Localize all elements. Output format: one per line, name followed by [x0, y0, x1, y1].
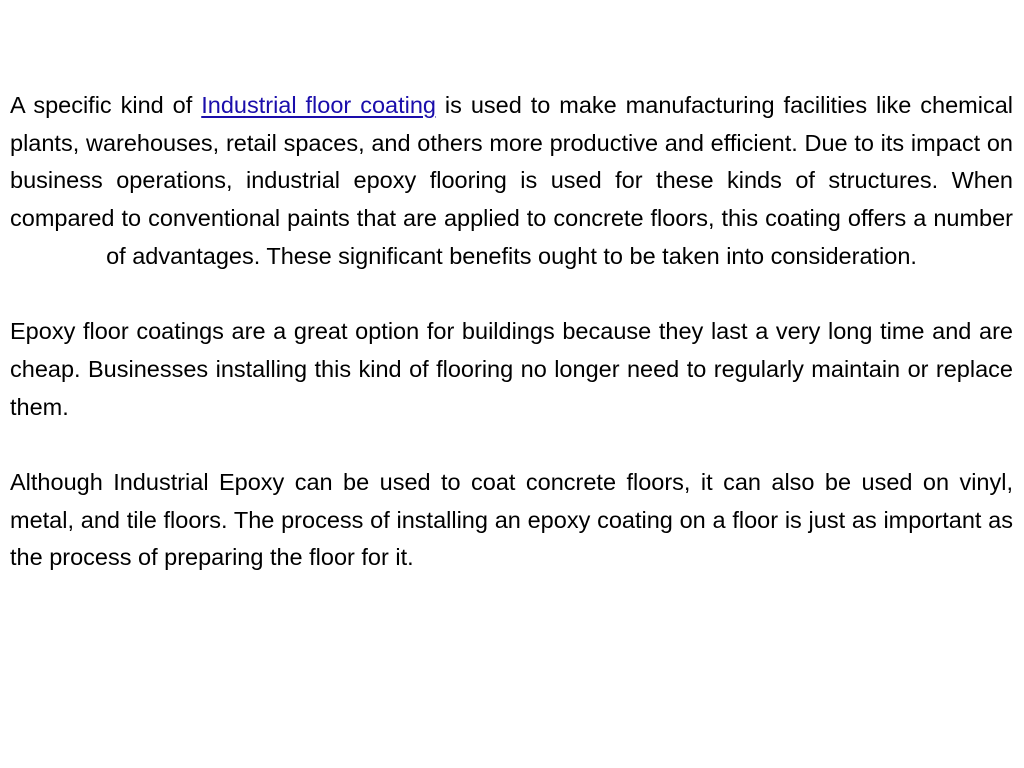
paragraph-surfaces: Although Industrial Epoxy can be used to coat concrete floors, it can also be used on vinyl, metal, and tile floors. The process of installing an epoxy coating on a floor is just as important as the process of preparing the floor for it. — [10, 469, 1013, 571]
paragraph-intro — [10, 87, 1013, 276]
paragraph-spacer — [10, 426, 1013, 464]
paragraph-epoxy-benefits: Epoxy floor coatings are a great option for buildings because they last a very long time and are cheap. Businesses installing this kind of flooring no longer need to regularly maintain or replace them. — [10, 318, 1013, 420]
paragraph-intro-after-link: is used to make manufacturing facilities like chemical plants, warehouses, retail spaces, and others more productive and efficient. Due to its impact on business operations, industrial epoxy flooring is used for these kinds of structures. When compared to conventional paints that are applied to concrete floors, this coating offers a number of advantages. These significant benefits ought to be taken into consideration. — [10, 92, 1013, 269]
slide-content — [10, 87, 1013, 577]
paragraph-spacer — [10, 276, 1013, 314]
paragraph-intro-before-link: A specific kind of — [10, 92, 202, 118]
industrial-floor-coating-link[interactable]: Industrial floor coating — [201, 92, 436, 118]
